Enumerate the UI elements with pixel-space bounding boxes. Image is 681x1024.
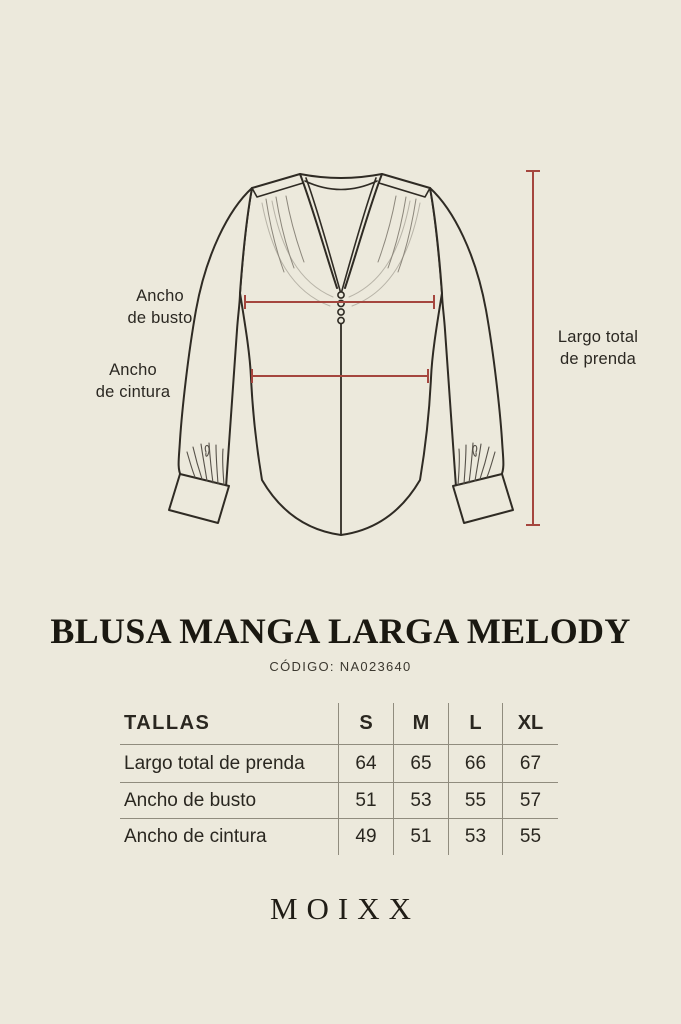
table-cell: 53: [393, 783, 448, 819]
size-table: [120, 703, 558, 855]
table-row-label: Ancho de busto: [120, 783, 338, 819]
bust-width-label-line1: Ancho: [136, 287, 184, 305]
button: [338, 317, 344, 323]
waist-width-label: [73, 359, 193, 403]
table-row-label: Ancho de cintura: [124, 826, 267, 847]
table-cell: 64: [338, 745, 393, 783]
table-cell: 55: [502, 819, 558, 855]
button: [338, 292, 344, 298]
sleeve-outline: [179, 188, 252, 489]
table-cell: 57: [502, 783, 558, 819]
table-cell: 67: [502, 745, 558, 783]
table-cell: 51: [393, 819, 448, 855]
table-cell: 55: [448, 783, 502, 819]
table-cell: 51: [338, 783, 393, 819]
brand-logo: MOIXX: [269, 891, 421, 926]
button: [338, 309, 344, 315]
product-title: BLUSA MANGA LARGA MELODY: [50, 611, 631, 651]
waist-width-label-line2: de cintura: [95, 383, 171, 401]
table-cell: 49: [338, 819, 393, 855]
size-column-header-s: S: [338, 703, 393, 745]
table-cell: 53: [448, 819, 502, 855]
size-table-header-label: TALLAS: [120, 703, 338, 745]
bust-width-label-line2: de busto: [127, 309, 193, 327]
table-cell: 65: [393, 745, 448, 783]
total-length-label: [538, 326, 658, 370]
total-length-label-line1: Largo total: [557, 328, 639, 346]
total-length-label-line2: de prenda: [559, 350, 637, 368]
bust-width-label: [100, 285, 220, 329]
size-column-header-l: L: [448, 703, 502, 745]
waist-width-label-line1: Ancho: [109, 361, 157, 379]
product-code: CÓDIGO: NA023640: [269, 659, 412, 674]
size-column-header-m: M: [393, 703, 448, 745]
table-cell: 66: [448, 745, 502, 783]
table-row-label: Largo total de prenda: [120, 745, 338, 783]
size-column-header-xl: XL: [502, 703, 558, 745]
